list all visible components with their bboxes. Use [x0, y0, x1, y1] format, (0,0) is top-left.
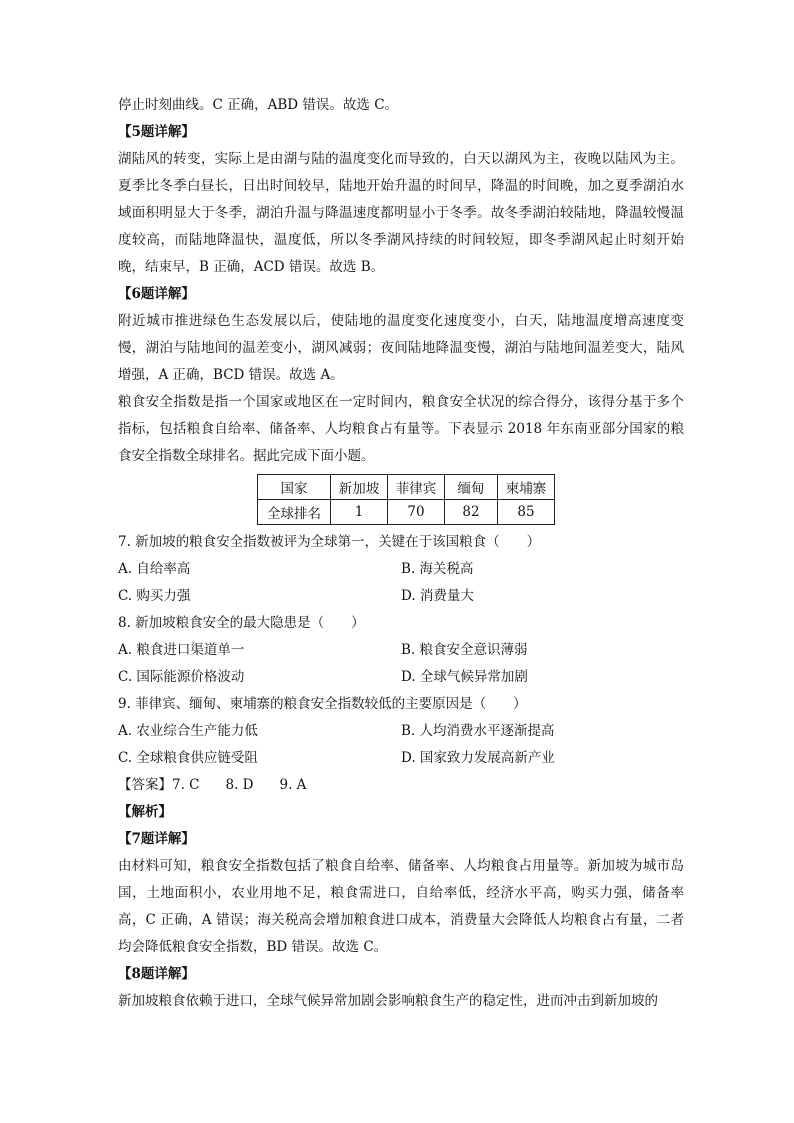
table-cell: 70 [388, 500, 445, 525]
question-stem: 7. 新加坡的粮食安全指数被评为全球第一，关键在于该国粮食（ ） [118, 534, 541, 550]
section-heading: 【6题详解】 [118, 286, 195, 302]
option-a: A. 自给率高 [118, 561, 191, 577]
section-heading: 【解析】 [118, 804, 172, 820]
option-c: C. 全球粮食供应链受阻 [118, 750, 258, 766]
answer-8: 8. D [225, 777, 254, 793]
paragraph: 新加坡粮食依赖于进口，全球气候异常加剧会影响粮食生产的稳定性，进而冲击到新加坡的 [118, 993, 658, 1009]
food-security-rank-table [257, 474, 555, 525]
option-c: C. 购买力强 [118, 588, 191, 604]
option-a: A. 农业综合生产能力低 [118, 723, 258, 739]
question-stem: 8. 新加坡粮食安全的最大隐患是（ ） [118, 615, 365, 631]
document-page [118, 92, 684, 1015]
paragraph: 停止时刻曲线。C 正确，ABD 错误。故选 C。 [118, 97, 399, 113]
table-header-cell: 国家 [258, 475, 331, 500]
option-d: D. 国家致力发展高新产业 [401, 750, 555, 766]
answer-9: 9. A [279, 777, 307, 793]
question-9 [118, 691, 684, 772]
option-b: B. 海关税高 [401, 561, 474, 577]
table-cell: 85 [498, 500, 555, 525]
table-row [258, 500, 555, 525]
table-cell: 全球排名 [258, 500, 331, 525]
paragraph: 粮食安全指数是指一个国家或地区在一定时间内，粮食安全状况的综合得分，该得分基于多个指标，包括粮食自给率、储备率、人均粮食占有量等。下表显示 2018 年东南亚部分国家的粮食安全指数全球排名。据此完成下面小题。 [118, 394, 684, 464]
paragraph: 湖陆风的转变，实际上是由湖与陆的温度变化而导致的，白天以湖风为主，夜晚以陆风为主。夏季比冬季白昼长，日出时间较早，陆地开始升温的时间早，降温的时间晚，加之夏季湖泊水域面积明显大于冬季，湖泊升温与降温速度都明显小于冬季。故冬季湖泊较陆地，降温较慢温度较高，而陆地降温快，温度低，所以冬季湖风持续的时间较短，即冬季湖风起止时刻开始晚，结束早，B 正确，ACD 错误。故选 B。 [118, 151, 684, 275]
table-header-cell: 菲律宾 [388, 475, 445, 500]
option-b: B. 人均消费水平逐渐提高 [401, 723, 555, 739]
section-heading: 【5题详解】 [118, 124, 195, 140]
option-d: D. 全球气候异常加剧 [401, 669, 528, 685]
table-cell: 82 [445, 500, 498, 525]
table-cell: 1 [331, 500, 388, 525]
answer-line [118, 772, 684, 799]
option-d: D. 消费量大 [401, 588, 474, 604]
table-header-cell: 柬埔寨 [498, 475, 555, 500]
question-8 [118, 610, 684, 691]
section-heading: 【8题详解】 [118, 966, 195, 982]
table-header-row [258, 475, 555, 500]
top-section [118, 92, 684, 470]
option-c: C. 国际能源价格波动 [118, 669, 245, 685]
answer-label: 【答案】7. C [118, 777, 200, 793]
table-header-cell: 缅甸 [445, 475, 498, 500]
option-a: A. 粮食进口渠道单一 [118, 642, 245, 658]
paragraph: 附近城市推进绿色生态发展以后，使陆地的温度变化速度变小，白天，陆地温度增高速度变慢，湖泊与陆地间的温差变小，湖风减弱；夜间陆地降温变慢，湖泊与陆地间温差变大，陆风增强，A 正确，BCD 错误。故选 A。 [118, 313, 684, 383]
question-7 [118, 529, 684, 610]
table-header-cell: 新加坡 [331, 475, 388, 500]
option-b: B. 粮食安全意识薄弱 [401, 642, 528, 658]
section-heading: 【7题详解】 [118, 831, 195, 847]
bottom-section [118, 799, 684, 1015]
paragraph: 由材料可知，粮食安全指数包括了粮食自给率、储备率、人均粮食占用量等。新加坡为城市岛国，土地面积小，农业用地不足，粮食需进口，自给率低，经济水平高，购买力强，储备率高，C 正确，A 错误；海关税高会增加粮食进口成本，消费量大会降低人均粮食占有量，二者均会降低粮食安全指数，BD 错误。故选 C。 [118, 858, 684, 955]
question-stem: 9. 菲律宾、缅甸、柬埔寨的粮食安全指数较低的主要原因是（ ） [118, 696, 527, 712]
